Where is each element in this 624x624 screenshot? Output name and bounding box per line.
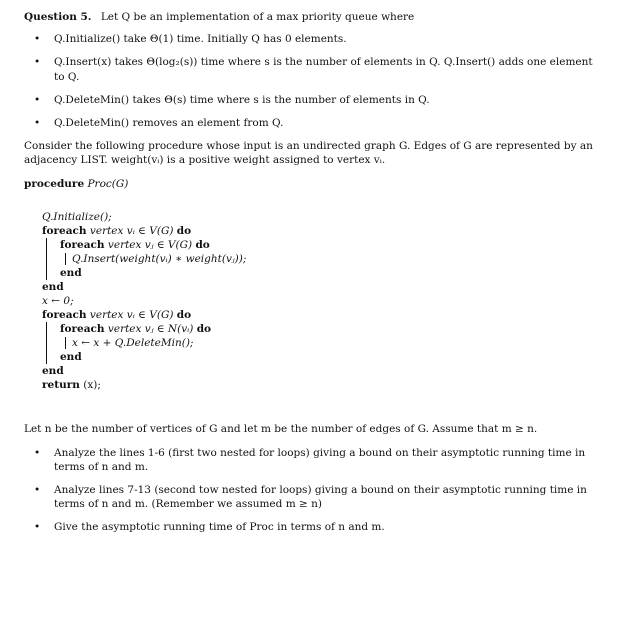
property-text: Q.DeleteMin() takes Θ(s) time where s is the number of elements in Q. [54, 93, 430, 106]
code-line-10: x ← x + Q.DeleteMin(); [72, 336, 194, 349]
code-line-11: end [60, 350, 82, 363]
task-text: Analyze lines 7-13 (second tow nested for loops) giving a bound on their asymptotic running time in terms of n and m. (Remember we assumed m ≥ n) [54, 484, 587, 511]
property-text: Q.DeleteMin() removes an element from Q. [54, 116, 284, 129]
code-line-12: end [42, 364, 64, 377]
list-item [24, 55, 604, 83]
bullet-icon: • [34, 116, 41, 129]
code-line-2: foreach vertex vᵢ ∈ V(G) do [42, 224, 192, 237]
question-label: Question 5. [24, 11, 92, 23]
bullet-icon: • [34, 33, 41, 46]
code-line-7: x ← 0; [42, 294, 74, 307]
list-item [24, 32, 604, 46]
procedure-keyword: procedure [24, 178, 85, 191]
task-text: Analyze the lines 1-6 (first two nested for loops) giving a bound on their asymptotic running time in terms of n and m. [54, 446, 586, 473]
question-intro: Let Q be an implementation of a max priority queue where [100, 11, 415, 23]
outer-loop-1-body [42, 238, 604, 280]
inner-loop-2-body [42, 336, 604, 350]
inner-loop-1-body [42, 252, 604, 266]
bullet-icon: • [34, 446, 41, 459]
code-line-13: return (x); [42, 378, 101, 391]
property-text: Q.Initialize() take Θ(1) time. Initially Q has 0 elements. [54, 33, 347, 46]
bullet-icon: • [34, 56, 41, 69]
list-item [24, 93, 604, 107]
procedure-signature: Proc(G) [87, 178, 129, 191]
code-line-8: foreach vertex vᵢ ∈ V(G) do [42, 308, 192, 321]
bullet-icon: • [34, 521, 41, 534]
question-page [24, 10, 604, 544]
procedure-description: Consider the following procedure whose input is an undirected graph G. Edges of G are represented by an adjacency LIST. weight(vᵢ) is a positive weight assigned to vertex vᵢ. [24, 140, 593, 167]
task-text: Give the asymptotic running time of Proc in terms of n and m. [54, 521, 385, 534]
code-line-9: foreach vertex vⱼ ∈ N(vᵢ) do [60, 322, 212, 335]
list-item [24, 520, 604, 534]
question-header [24, 10, 604, 24]
code-line-1: Q.Initialize(); [42, 210, 112, 223]
outer-loop-2-body [42, 322, 604, 364]
code-line-4: Q.Insert(weight(vᵢ) ∗ weight(vⱼ)); [72, 252, 247, 265]
code-line-6: end [42, 280, 64, 293]
property-text: Q.Insert(x) takes Θ(log₂(s)) time where s is the number of elements in Q. Q.Insert() adds one element to Q. [54, 56, 593, 83]
code-line-3: foreach vertex vⱼ ∈ V(G) do [60, 238, 210, 251]
queue-properties-list [24, 32, 604, 130]
list-item [24, 446, 604, 474]
setup-text: Let n be the number of vertices of G and let m be the number of edges of G. Assume that m ≥ n. [24, 422, 538, 435]
list-item [24, 116, 604, 130]
bullet-icon: • [34, 484, 41, 497]
bullet-icon: • [34, 93, 41, 106]
list-item [24, 483, 604, 511]
procedure-heading [24, 177, 604, 191]
code-line-5: end [60, 266, 82, 279]
pseudocode-block [42, 210, 604, 392]
tasks-list [24, 446, 604, 535]
